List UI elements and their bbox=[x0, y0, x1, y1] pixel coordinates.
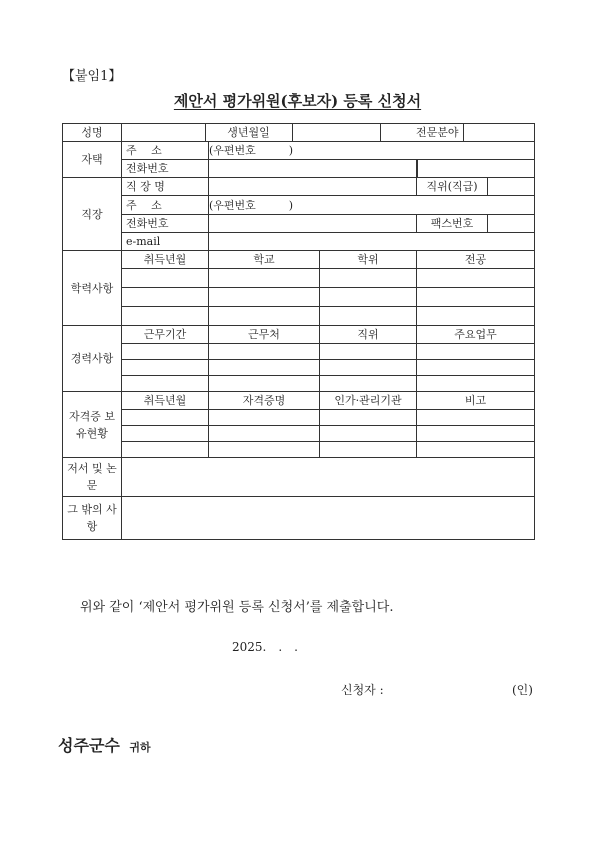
education-label: 학력사항 bbox=[63, 251, 122, 326]
cert-cell[interactable] bbox=[417, 426, 535, 442]
position-label: 직위(직급) bbox=[417, 178, 488, 195]
education-header: 취득년월 bbox=[122, 251, 209, 269]
papers-field[interactable] bbox=[122, 458, 535, 497]
home-phone-field[interactable] bbox=[209, 160, 417, 178]
education-cell[interactable] bbox=[417, 269, 535, 288]
cert-header: 취득년월 bbox=[122, 392, 209, 410]
applicant-label: 신청자 : bbox=[341, 683, 384, 697]
mobile-inner bbox=[417, 160, 534, 177]
mobile-field[interactable] bbox=[417, 160, 534, 177]
career-cell[interactable] bbox=[320, 360, 417, 376]
career-cell[interactable] bbox=[320, 376, 417, 392]
recipient bbox=[58, 733, 151, 756]
career-cell[interactable] bbox=[122, 344, 209, 360]
cert-cell[interactable] bbox=[122, 442, 209, 458]
cert-header: 자격증명 bbox=[209, 392, 320, 410]
work-phone-field[interactable] bbox=[209, 215, 417, 233]
cert-cell[interactable] bbox=[209, 410, 320, 426]
cert-cell[interactable] bbox=[122, 410, 209, 426]
work-phone-label: 전화번호 bbox=[122, 215, 209, 233]
date-line: 2025. . . bbox=[232, 640, 298, 654]
position-field[interactable] bbox=[488, 178, 535, 195]
career-cell[interactable] bbox=[122, 360, 209, 376]
home-label: 자택 bbox=[63, 142, 122, 178]
papers-label: 저서 및 논문 bbox=[63, 458, 122, 497]
education-cell[interactable] bbox=[320, 288, 417, 307]
name-row-inner bbox=[122, 124, 534, 141]
fax-field[interactable] bbox=[488, 215, 535, 232]
cert-cell[interactable] bbox=[209, 426, 320, 442]
education-header: 학위 bbox=[320, 251, 417, 269]
attachment-label: 【붙임1】 bbox=[62, 69, 122, 84]
home-phone-label: 전화번호 bbox=[122, 160, 209, 178]
other-field[interactable] bbox=[122, 497, 535, 540]
specialty-field[interactable] bbox=[463, 124, 534, 141]
education-cell[interactable] bbox=[122, 288, 209, 307]
cert-cell[interactable] bbox=[122, 426, 209, 442]
career-cell[interactable] bbox=[417, 360, 535, 376]
career-cell[interactable] bbox=[209, 376, 320, 392]
cert-cell[interactable] bbox=[417, 410, 535, 426]
career-header: 근무처 bbox=[209, 326, 320, 344]
email-label: e-mail bbox=[122, 233, 209, 251]
specialty-label: 전문분야 bbox=[380, 124, 463, 141]
education-cell[interactable] bbox=[209, 269, 320, 288]
fax-label: 팩스번호 bbox=[417, 215, 488, 232]
cert-header: 비고 bbox=[417, 392, 535, 410]
education-header: 학교 bbox=[209, 251, 320, 269]
cert-cell[interactable] bbox=[320, 410, 417, 426]
cert-cell[interactable] bbox=[417, 442, 535, 458]
education-cell[interactable] bbox=[122, 269, 209, 288]
seal-label: (인) bbox=[512, 683, 533, 697]
other-label: 그 밖의 사항 bbox=[63, 497, 122, 540]
birth-field[interactable] bbox=[292, 124, 380, 141]
work-address-label: 주 소 bbox=[122, 196, 209, 215]
birth-label: 생년월일 bbox=[205, 124, 292, 141]
email-field[interactable] bbox=[209, 233, 535, 251]
declaration-text: 위와 같이 ‘제안서 평가위원 등록 신청서’를 제출합니다. bbox=[80, 600, 394, 615]
cert-cell[interactable] bbox=[320, 442, 417, 458]
career-header: 주요업무 bbox=[417, 326, 535, 344]
recipient-suffix: 귀하 bbox=[129, 741, 151, 754]
cert-label: 자격증 보유현황 bbox=[63, 392, 122, 458]
career-cell[interactable] bbox=[209, 344, 320, 360]
career-cell[interactable] bbox=[417, 344, 535, 360]
work-label: 직장 bbox=[63, 178, 122, 251]
career-cell[interactable] bbox=[320, 344, 417, 360]
recipient-name: 성주군수 bbox=[58, 736, 120, 755]
education-cell[interactable] bbox=[320, 307, 417, 326]
career-label: 경력사항 bbox=[63, 326, 122, 392]
cert-cell[interactable] bbox=[209, 442, 320, 458]
education-cell[interactable] bbox=[209, 307, 320, 326]
company-field[interactable] bbox=[209, 178, 417, 196]
position-inner bbox=[417, 178, 534, 195]
education-cell[interactable] bbox=[209, 288, 320, 307]
education-cell[interactable] bbox=[320, 269, 417, 288]
education-header: 전공 bbox=[417, 251, 535, 269]
career-cell[interactable] bbox=[417, 376, 535, 392]
cert-header: 인가·관리기관 bbox=[320, 392, 417, 410]
fax-inner bbox=[417, 215, 534, 232]
career-cell[interactable] bbox=[122, 376, 209, 392]
cert-cell[interactable] bbox=[320, 426, 417, 442]
home-address-field[interactable]: (우편번호 ) bbox=[209, 142, 535, 160]
education-cell[interactable] bbox=[417, 307, 535, 326]
education-cell[interactable] bbox=[122, 307, 209, 326]
career-header: 근무기간 bbox=[122, 326, 209, 344]
application-form-table bbox=[62, 123, 535, 540]
education-cell[interactable] bbox=[417, 288, 535, 307]
work-address-field[interactable]: (우편번호 ) bbox=[209, 196, 535, 215]
career-header: 직위 bbox=[320, 326, 417, 344]
home-address-label: 주 소 bbox=[122, 142, 209, 160]
form-title: 제안서 평가위원(후보자) 등록 신청서 bbox=[173, 92, 422, 110]
career-cell[interactable] bbox=[209, 360, 320, 376]
name-field[interactable] bbox=[122, 124, 205, 141]
company-label: 직 장 명 bbox=[122, 178, 209, 196]
name-label: 성명 bbox=[63, 124, 122, 142]
